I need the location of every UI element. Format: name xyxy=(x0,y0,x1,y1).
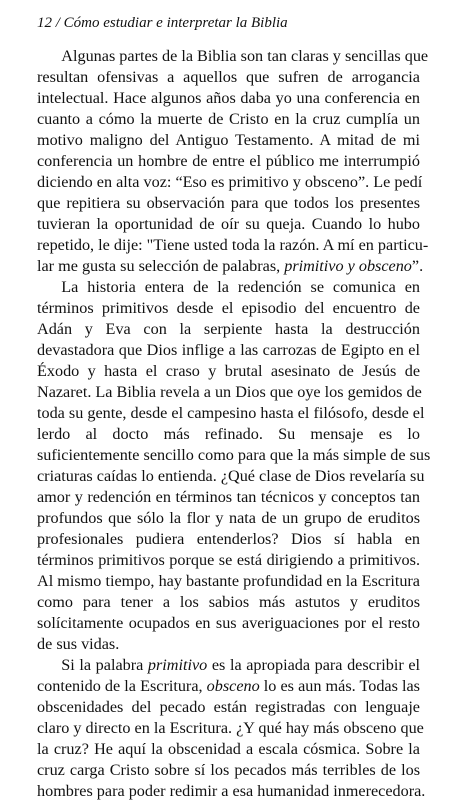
text-line xyxy=(37,256,424,277)
text-line: de sus vidas. xyxy=(37,635,120,653)
text-line: resultan ofensivas a aquellos que sufren de arrogancia xyxy=(37,68,420,86)
text-segment: Si la palabra xyxy=(61,656,148,674)
text-line: la cruz? He aquí la obscenidad a escala cósmica. Sobre la xyxy=(37,740,420,758)
text-line: devastadora que Dios inflige a las carrozas de Egipto en el xyxy=(37,341,420,359)
text-line: criaturas caídas lo entienda. ¿Qué clase de Dios revelaría su xyxy=(37,467,425,485)
emphasis-text: primitivo xyxy=(147,656,208,674)
text-line: conferencia un hombre de entre el público me interrumpió xyxy=(37,152,420,170)
paragraph-2 xyxy=(37,277,431,655)
text-line: cruz carga Cristo sobre sí los pecados más terribles de los xyxy=(37,761,420,779)
text-line: que repitiera su observación para que todos los presentes xyxy=(37,194,420,212)
text-line: repetido, le dije: "Tiene usted toda la razón. A mí en particu- xyxy=(37,236,429,254)
body-text xyxy=(37,46,431,802)
text-segment: es la apropiada para describir el xyxy=(207,656,421,674)
emphasis-text: obsceno xyxy=(206,677,260,695)
text-line: términos primitivos desde el episodio del encuentro de xyxy=(37,299,420,317)
text-line: toda su gente, desde el campesino hasta el filósofo, desde el xyxy=(37,404,425,422)
text-line: lerdo al docto más refinado. Su mensaje es lo xyxy=(37,425,420,443)
text-line: Algunas partes de la Biblia son tan claras y sencillas que xyxy=(61,47,429,65)
text-line: como para tener a los sabios más astutos y eruditos xyxy=(37,593,420,611)
paragraph-1 xyxy=(37,46,429,277)
text-line: tuvieran la oportunidad de oír su queja. Cuando lo hubo xyxy=(37,215,420,233)
text-line: intelectual. Hace algunos años daba yo una conferencia en xyxy=(37,89,420,107)
running-head: 12 / Cómo estudiar e interpretar la Biblia xyxy=(37,15,288,31)
text-segment: ”. xyxy=(411,257,424,275)
text-line: términos primitivos porque se está dirigiendo a primitivos. xyxy=(37,551,420,569)
text-line: Nazaret. La Biblia revela a un Dios que oye los gemidos de xyxy=(37,383,422,401)
text-line: profesionales pudiera entenderlos? Dios sí habla en xyxy=(37,530,420,548)
emphasis-text: primitivo y obsceno xyxy=(284,257,412,275)
text-line: profundos que sólo la flor y nata de un grupo de eruditos xyxy=(37,509,420,527)
text-line: obscenidades del pecado están registradas con lenguaje xyxy=(37,698,420,716)
text-segment: contenido de la Escritura, xyxy=(37,677,207,695)
paragraph-3 xyxy=(37,655,426,802)
text-line: Adán y Eva con la serpiente hasta la destrucción xyxy=(37,320,420,338)
text-line: Éxodo y hasta el craso y brutal asesinato de Jesús de xyxy=(37,362,420,380)
text-line: cuanto a cómo la muerte de Cristo en la cruz cumplía un xyxy=(37,110,420,128)
text-line: hombres para poder redimir a esa humanidad inmerecedora. xyxy=(37,782,426,800)
text-line: motivo maligno del Antiguo Testamento. A mitad de mi xyxy=(37,131,420,149)
text-line xyxy=(37,655,420,676)
text-segment: lo es aun más. Todas las xyxy=(259,677,420,695)
text-line: solícitamente ocupados en sus averiguaciones por el resto xyxy=(37,614,420,632)
text-line xyxy=(37,676,420,697)
text-line: Al mismo tiempo, hay bastante profundidad en la Escritura xyxy=(37,572,420,590)
text-line: amor y redención en términos tan técnicos y conceptos tan xyxy=(37,488,420,506)
text-line: La historia entera de la redención se comunica en xyxy=(61,278,420,296)
text-line: suficientemente sencillo como para que la más simple de sus xyxy=(37,446,431,464)
text-segment: lar me gusta su selección de palabras, xyxy=(37,257,285,275)
text-line: claro y directo en la Escritura. ¿Y qué hay más obsceno que xyxy=(37,719,424,737)
text-line: diciendo en alta voz: “Eso es primitivo y obsceno”. Le pedí xyxy=(37,173,423,191)
